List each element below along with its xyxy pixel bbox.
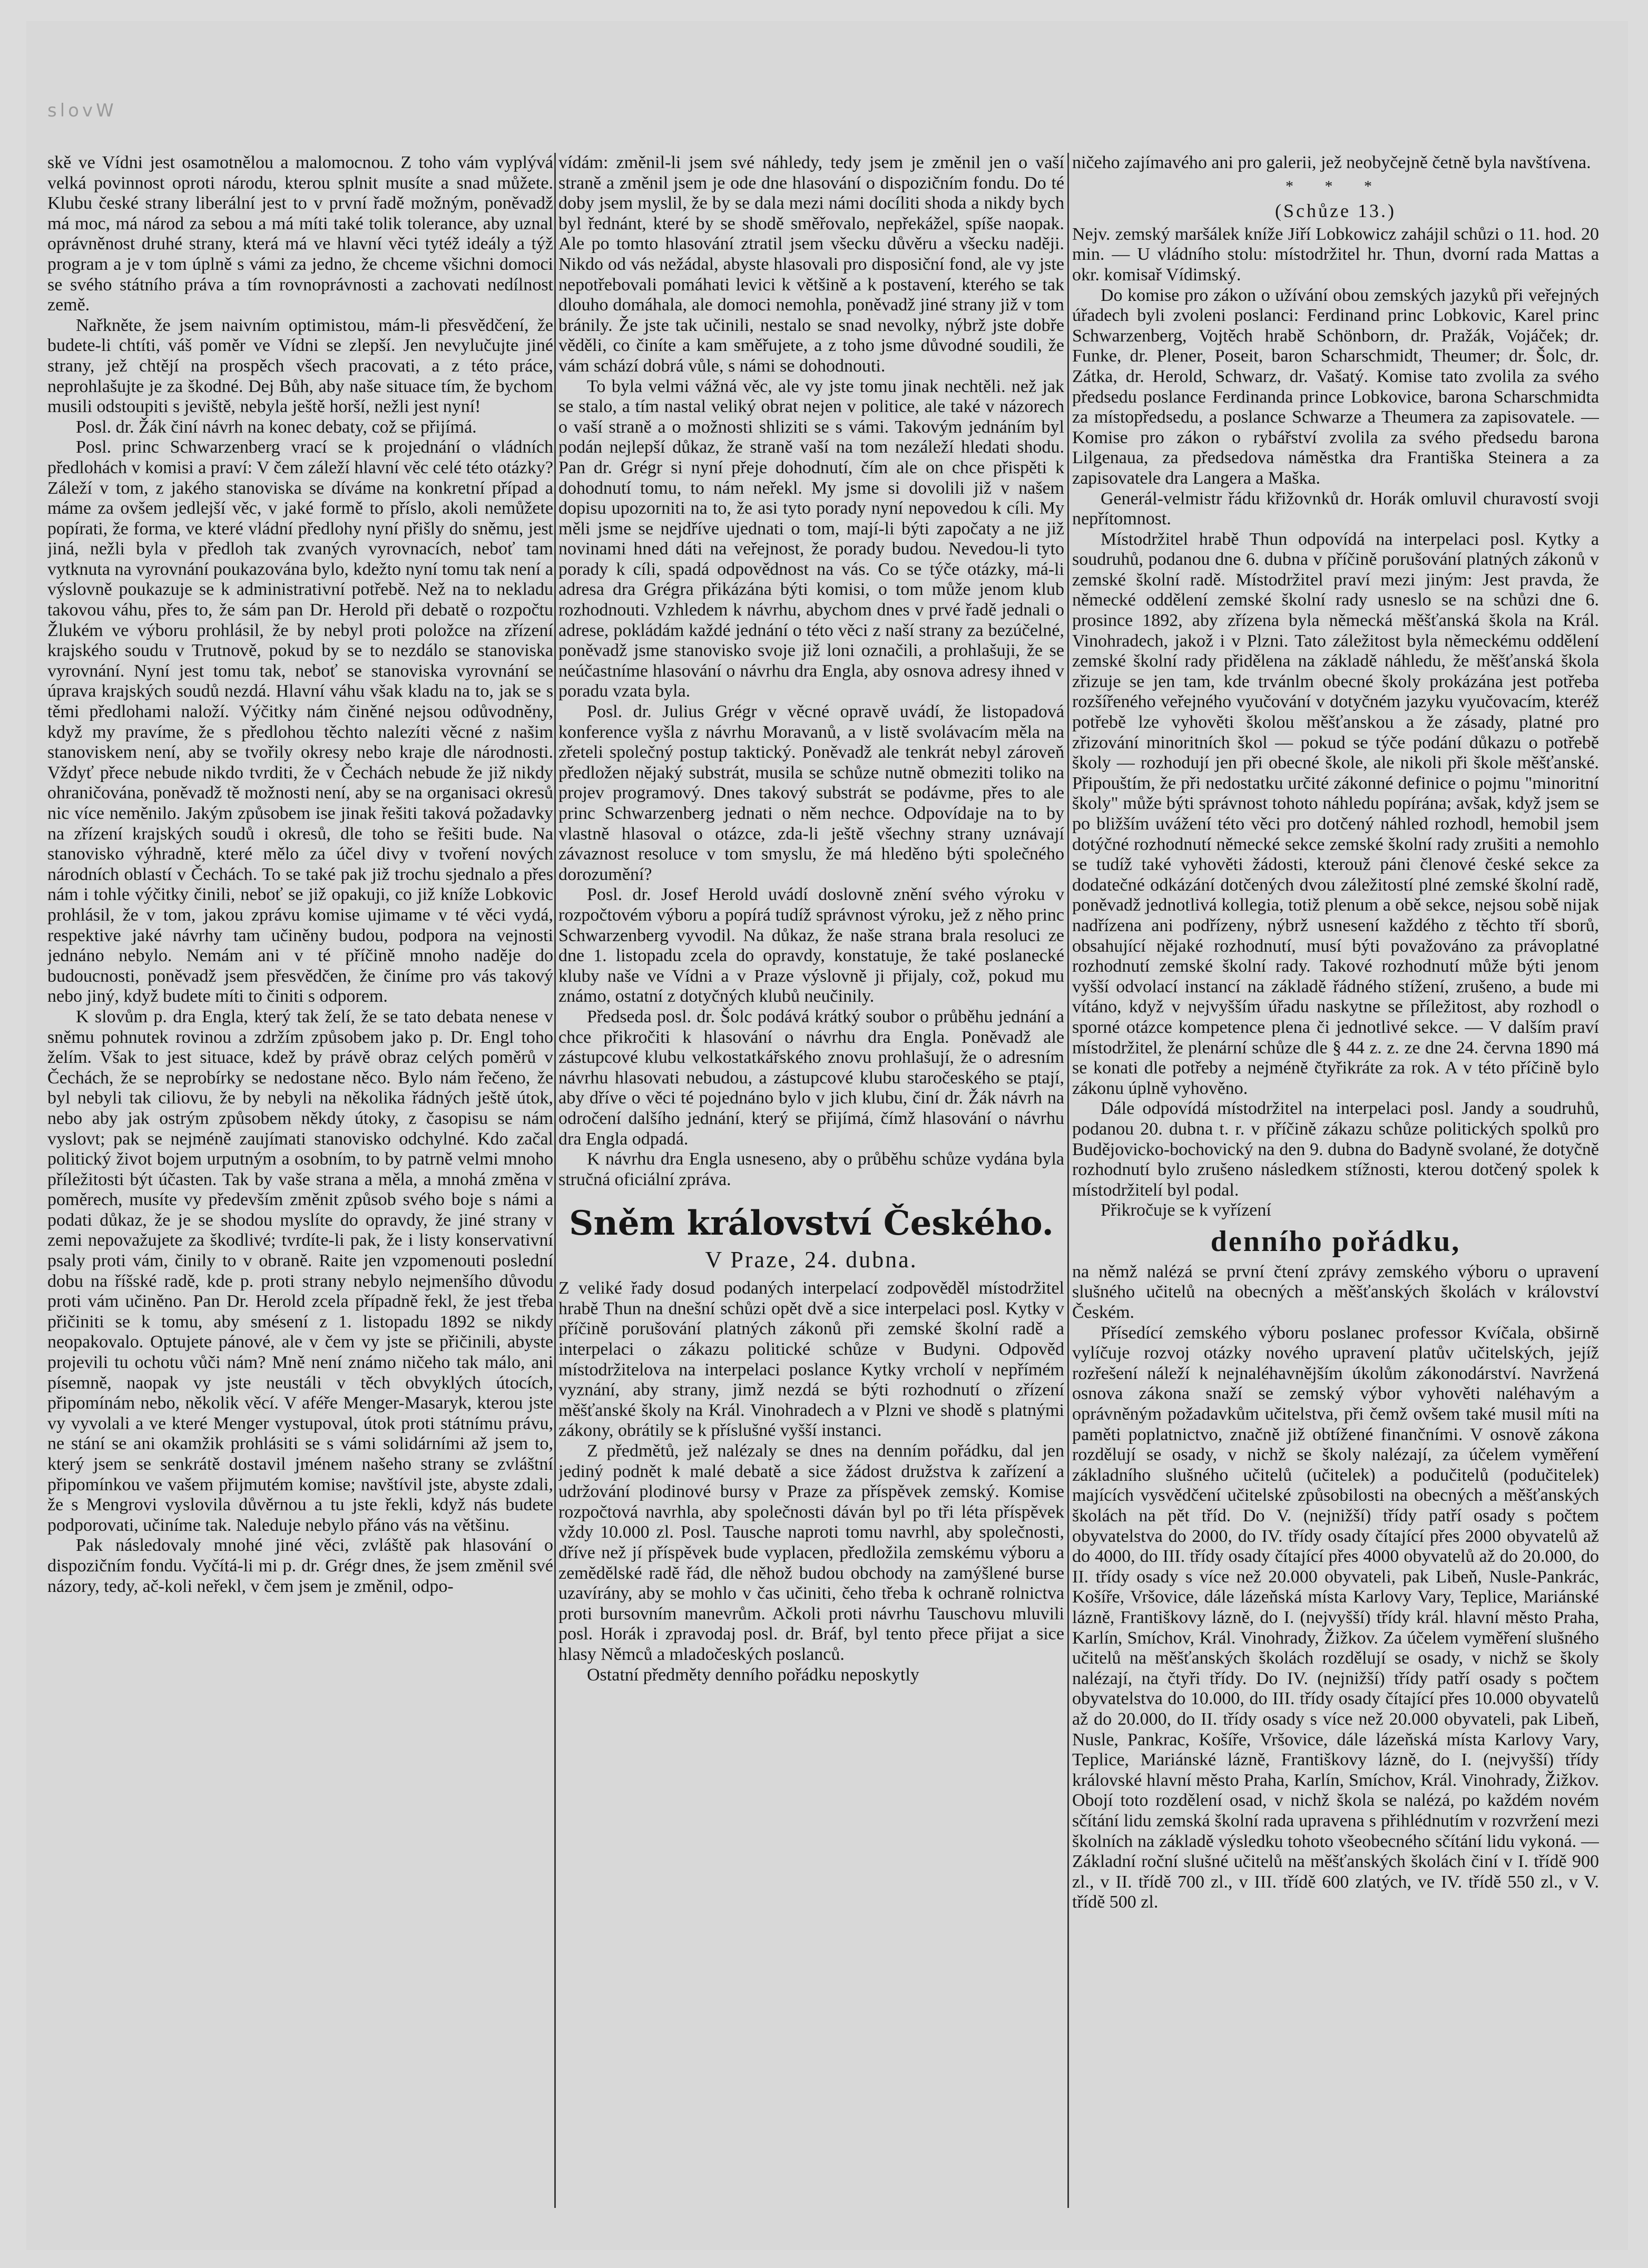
column-rule-1 <box>554 153 556 2208</box>
section-heading: Sněm království Českého. <box>569 1204 1054 1244</box>
paragraph: vídám: změnil-li jsem své náhledy, tedy jsem je změnil jen o vaší straně a změnil jsem je ode dne hlasování o dispozičním fondu. Do té doby jsem myslil, že by se dala mezi námi docíliti shoda a nikdy bych byl řednánt, které by se shodě směřovalo, nepřekážel, spíše naopak. Ale po tomto hlasování ztratil jsem všecku důvěru a všecku naději. Nikdo od vás nežádal, abyste hlasovali pro disposiční fond, ale vy jste nepotřebovali pomáhati levici k většině a k postavení, kterého se tak dlouho domáhala, ale domoci nemohla, poněvadž jiné strany již v tom bránily. Že jste tak učinili, nestalo se snad nevolky, nýbrž jste dobře věděli, co činíte a kam směřujete, a z toho jsme důvodné soudili, že vám schází dobrá vůle, s námi se dohodnouti. <box>558 153 1064 376</box>
column-rule-2 <box>1067 153 1069 2208</box>
paragraph: Posl. princ Schwarzenberg vrací se k projednání o vládních předlohách v komisi a praví: V čem záleží hlavní věc celé této otázky? Záleží v tom, z jakého stanoviska se díváme na konkretní případ a máme za ovšem jedlejší věc, v jaké formě to příslo, akoli nemůžete popírati, že forma, ve které vládní předlohy nyní přišly do sněmu, jest jiná, nežli byla v předloh tak zvaných vyrovnacích, neboť tam vytknuta na vyrovnání poukazována bylo, kdežto nyní tomu tak není a výslovně poukazuje se k administrativní potřebě. Než na to nekladu takovou váhu, přes to, že sám pan Dr. Herold při debatě o rozpočtu Žlukém ve výboru prohlásil, že by nebyl proti položce na zřízení krajského soudu v Trutnově, pokud by se to nezdálo se stanoviska vyrovnání. Nyní jest tomu tak, neboť se stanoviska vyrovnání se úprava krajských soudů nezdá. Hlavní váhu však kladu na to, jak se s těmi předlohami naloží. Výčitky nám činěné nejsou odůvodněny, když my pravíme, že s předlohou těchto nalezíti věcné z našim stanoviskem není, aby se tvořily okresy nebo kraje dle národnosti. Vždyť přece nebude nikdo tvrditi, že v Čechách nebude že již nikdy ohraničována, poněvadž tě možnosti není, aby se na organisaci okresů nic více neměnilo. Jakým způsobem ise jinak řešiti taková požadavky na zřízení krajských soudů i okresů, dle toho se řešiti bude. Na stanovisko výhradně, které mělo za účel divy v tvoření nových národních oblastí v Čechách. To se také pak již trochu sjednalo a přes nám i tohle výčitky činili, neboť se již opakuji, co již kníže Lobkovic prohlásil, že v tom, jakou zprávu komise ujimame v té věci vydá, respektive jaké návrhy tam učiněny budou, podpora na vejnosti jednáno nebylo. Nemám ani v té příčině mnoho naděje do budoucnosti, poněvadž jsem přesvědčen, že činíme pro vás takový nebo jiný, když budete míti to činiti s odporem. <box>47 437 553 1006</box>
column-2 <box>558 153 1064 2208</box>
paragraph: skě ve Vídni jest osamotnělou a malomocnou. Z toho vám vyplývá velká povinnost oproti národu, kterou splnit musíte a snad můžete. Klubu české strany liberální jest to v první řadě možným, poněvadž má moc, má národ za sebou a má míti také tolik tolerance, aby uznal oprávněnost druhé strany, která má ve hlavní věci tytéž ideály a týž program a je v tom úplně s vámi za jedno, že chceme všichni domoci se svého státního práva a tím rovnoprávnosti a zachovati nedílnost země. <box>47 153 553 315</box>
header-fragment: slovW <box>47 100 117 121</box>
paragraph: Přísedící zemského výboru poslanec professor Kvíčala, obširně vylíčuje rozvoj otázky nového upravení platův učitelských, jejíž rozřešení náleží k nejnaléhavnějším úkolům zákonodárství. Navržená osnova zákona snaží se zemský výbor vyhověti naléhavým a oprávněným požadavkům učitelstva, při čemž ovšem také musil míti na paměti poplatnictvo, značně již obtížené finančními. V osnově zákona rozdělují se osady, v nichž se školy nalézají, za účelem vyměření základního slušného učitelů (učitelek) a podučitelů (podučitelek) majících vysvědčení učitelské způsobilosti na obecných a měšťanských školách na pět tříd. Do V. (nejnižší) třídy patří osady s počtem obyvatelstva do 2000, do IV. třídy osady čítající přes 2000 obyvatelů až do 4000, do III. třídy osady čítající přes 4000 obyvatelů až do 20.000, do II. třídy osady s více než 20.000 obyvateli, pak Libeň, Nusle-Pankrác, Košíře, Vršovice, dále lázeňská místa Karlovy Vary, Teplice, Mariánské lázně, Františkovy lázně, do I. (nejvyšší) třídy král. hlavní město Praha, Karlín, Smíchov, Král. Vinohrady, Žižkov. Za účelem vyměření slušného učitelů na měšťanských školách rozdělují se osady, v nichž se školy nalézají, na čtyři třídy. Do IV. (nejnižší) třídy patří osady s počtem obyvatelstva do 10.000, do III. třídy osady čítající přes 10.000 obyvatelů až do 20.000, do II. třídy osady s více než 20.000 obyvateli, pak Libeň, Nusle, Pankrac, Košíře, Vršovice, dále lázeňská místa Karlovy Vary, Teplice, Mariánské lázně, Františkovy lázně, do I. (nejvyšší) třídy královské hlavní město Praha, Karlín, Smíchov, Král. Vinohrady, Žižkov. Obojí toto rozdělení osad, v nichž škola se nalézá, po každém novém sčítání lidu zemská školní rada upravena s přihlédnutím v rozvržení mezi školních na základě výsledku tohoto všeobecného sčítání lidu vykoná. — Základní roční slušné učitelů na měšťanských školách činí v I. třídě 900 zl., v II. třídě 700 zl., v III. třídě 600 zlatých, ve IV. třídě 550 zl., v V. třídě 500 zl. <box>1072 1323 1599 1912</box>
paragraph: Předseda posl. dr. Šolc podává krátký soubor o průběhu jednání a chce přikročiti k hlasování o návrhu dra Engla. Poněvadž ale zástupcové klubu velkostatkářského znovu prohlašují, že o adresním návrhu hlasovati nebudou, a zástupcové klubu staročeského se ptají, aby dříve o věci té pojednáno bylo v jich klubu, činí dr. Žák návrh na odročení dalšího jednání, který se přijímá, čímž hlasování o návrhu dra Engla odpadá. <box>558 1006 1064 1149</box>
separator-stars: * * * <box>1286 177 1386 195</box>
newspaper-page <box>26 21 1628 2250</box>
paragraph: Posl. dr. Josef Herold uvádí doslovně znění svého výroku v rozpočtovém výboru a popírá tudíž správnost výroku, jež z něho princ Schwarzenberg vyvodil. Na důkaz, že naše strana brala resoluci ze dne 1. listopadu zcela do opravdy, konstatuje, že také poslanecké kluby naše ve Vídni a v Praze výslovně ji přijaly, což, pokud mu známo, ostatní z dotyčných klubů neučinily. <box>558 885 1064 1006</box>
paragraph: Dále odpovídá místodržitel na interpelaci posl. Jandy a soudruhů, podanou 20. dubna t. r. v příčině zákazu schůze politických spolků pro Budějovicko-bochovický na den 9. dubna do Badyně svolané, že dotyčně rozhodnutí bylo zrušeno následkem stížnosti, kterou dotčený spolek k místodržitelí byl podal. <box>1072 1099 1599 1200</box>
paragraph: Přikročuje se k vyřízení <box>1101 1200 1271 1220</box>
paragraph: Do komise pro zákon o užívání obou zemských jazyků při veřejných úřadech byli zvoleni poslanci: Ferdinand princ Lobkovic, Karel princ Schwarzenberg, Vojtěch hrabě Schönborn, dr. Pražák, Vojáček; dr. Funke, dr. Plener, Poseit, baron Scharschmidt, Theumer; dr. Šolc, dr. Zátka, dr. Herold, Schwarz, dr. Vašatý. Komise tato zvolila za svého předsedu poslance Ferdinanda prince Lobkovice, barona Scharschmidta za místopředsedu, a poslance Schwarze a Theumera za zapisovatele. — Komise pro zákon o rybářství zvolila za svého předsedu barona Lilgenaua, za předsedova náměstka dra Františka Steinera a za zapisovatele dra Langera a Maška. <box>1072 285 1599 488</box>
paragraph: na němž nalézá se první čtení zprávy zemského výboru o upravení slušného učitelů na obecných a měšťanských školách v království Českém. <box>1072 1262 1599 1323</box>
paragraph: Z veliké řady dosud podaných interpelací zodpověděl místodržitel hrabě Thun na dnešní schůzi opět dvě a sice interpelaci posl. Kytky v příčině porušování platných zákonů při zemské školní radě a interpelaci o zákazu politické schůze v Budyni. Odpověd místodržitelova na interpelaci poslance Kytky vrcholí v nepřímém vyznání, aby strany, jimž nezdá se býti rozhodnutí o zřízení měšťanské školy na Král. Vinohradech a v Plzni ve shodě s platnými zákony, obrátily se k příslušné vyšší instanci. <box>558 1278 1064 1441</box>
paragraph: K návrhu dra Engla usneseno, aby o průběhu schůze vydána byla stručná oficiální zpráva. <box>558 1149 1064 1189</box>
paragraph: Místodržitel hrabě Thun odpovídá na interpelaci posl. Kytky a soudruhů, podanou dne 6. dubna v příčině porušování platných zákonů v zemské školní radě. Místodržitel praví mezi jiným: Jest pravda, že německé oddělení zemské školní rady usneslo se na schůzi dne 6. prosince 1892, aby zřízena byla německá měšťanská škola na Král. Vinohradech, jakož i v Plzni. Tato záležitost byla německému oddělení zemské školní rady přidělena na základě náhledu, že měšťanská škola zřizuje se jen tam, kde trvánlm obecné školy prokázána jest potřeba rozšířeného veřejného vyučování v dotyčném jazyku vyučovacím, kteréž potřebě lze vyhověti školou měšťanskou a že zásady, platné pro zřizování minoritních škol — pokud se týče podání důkazu o potřebě školy — rozhodují jen při obecné škole, ale nikoli při škole měšťanské. Připouštím, že při nedostatku určité zákonné definice o pojmu "minoritní školy" může býti správnost tohoto náhledu popírána; avšak, když jsem se po bližším uvážení této věci pro dotčený náhled rozhodl, hemobil jsem dotýčné rozhodnutí německé sekce zemské školní rady zrušiti a nemohlo se tudíž také vyhověti žádosti, kterouž páni členové české sekce za dodatečné odkázání dotčených dvou záležitostí plné zemské školní radě, poněvadž jednotlivá kollegia, totiž plenum a obě sekce, nejsou sobě nijak nadřízena ani podřízeny, nýbrž usnesení každého z těchto tří sborů, obsahující nějaké rozhodnutí, musí býti považováno za právoplatné rozhodnutí zemské školní rady. Takové rozhodnutí může býti jenom vyšší odvolací instancí na základě řádného stížení, zrušeno, a bude mi vítáno, když v nejvyšším úřadu naskytne se příležitost, aby rozhodl o sporné otázce kompetence plena či jednotlivé sekce. — V dalším praví místodržitel, že plenární schůze dle § 44 z. z. ze dne 24. června 1890 má se konati dle potřeby a nejméně čtyřikráte za rok. A v této příčině bylo zákonu úplně vyhověno. <box>1072 529 1599 1098</box>
paragraph: Posl. dr. Julius Grégr v věcné opravě uvádí, že listopadová konference vyšla z návrhu Moravanů, a v listě svolávacím měla na zřeteli společný postup taktický. Poněvadž ale tenkrát nebyl zároveň předložen nějaký substrát, musila se schůze nutně obmeziti toliko na projev programový. Dnes takový substrát se podávme, přes to ale princ Schwarzenberg jednati o něm nechce. Odpovídaje na to by vlastně hlasoval o otázce, zda-li ještě všechny strany uznávají závaznost resoluce v tom smyslu, že má hleděno býti společného dorozumění? <box>558 702 1064 884</box>
paragraph: Nařkněte, že jsem naivním optimistou, mám-li přesvědčení, že budete-li chtíti, váš poměr ve Vídni se zlepší. Jen nevylučujte jiné strany, jež chtějí na prospěch všech pracovati, a z této práce, neprohlašujte je za škodné. Dej Bůh, aby naše situace tím, že bychom musili odstoupiti s jeviště, nebyla ještě horší, nežli jest nyní! <box>47 315 553 417</box>
paragraph: Nejv. zemský maršálek kníže Jiří Lobkowicz zahájil schůzi o 11. hod. 20 min. — U vládního stolu: místodržitel hr. Thun, dvorní rada Mattas a okr. komisař Vídimský. <box>1072 224 1599 285</box>
paragraph: Z předmětů, jež nalézaly se dnes na denním pořádku, dal jen jediný podnět k malé debatě a sice žádost družstva k zařízení a udržování plodinové bursy v Praze za příspěvek zemský. Komise rozpočtová navrhla, aby společnosti dáván byl po tři léta příspěvek vždy 10.000 zl. Posl. Tausche naproti tomu navrhl, aby společnosti, dříve než jí příspěvek bude vyplacen, předložila zemskému výboru a zemědělské radě řád, dle něhož budou obchody na zamýšlené burse uzavírány, aby se mohlo v čas učiniti, čeho třeba k ochraně rolnictva proti bursovním manevrům. Ačkoli proti návrhu Tauschovu mluvili posl. Horák i zpravodaj posl. dr. Bráf, byl tento přece přijat a sice hlasy Němců a mladočeských poslanců. <box>558 1441 1064 1664</box>
order-heading: denního pořádku, <box>1210 1225 1461 1258</box>
paragraph: ničeho zajímavého ani pro galerii, jež neobyčejně četně byla navštívena. <box>1072 153 1591 172</box>
session-heading: (Schůze 13.) <box>1275 200 1396 222</box>
column-3 <box>1072 153 1599 2208</box>
paragraph: To byla velmi vážná věc, ale vy jste tomu jinak nechtěli. než jak se stalo, a tím nastal veliký obrat nejen v politice, ale také v názorech o vaší straně a o možnosti shliziti se s vámi. Takovým jednáním byl podán nejlepší důkaz, že straně vaší na tom nezáleží hledati shodu. Pan dr. Grégr si nyní přeje dohodnutí, čím ale on chce přispěti k dohodnutí tomu, to nám neřekl. My jsme si dovolili již v našem dopisu upozorniti na to, že asi tyto porady nyní nepovedou k cíli. My měli jsme se nejdříve ujednati o tom, mají-li býti započaty a ne již novinami hned dáti na veřejnost, že porady budou. Nevedou-li tyto porady k cíli, spadá odpovědnost na vás. Co se týče otázky, má-li adresa dra Grégra přikázána býti komisi, o tom může jenom klub rozhodnouti. Vzhledem k návrhu, abychom dnes v prvé řadě jednali o adrese, pokládám každé jednání o této věci z naší strany za bezúčelné, poněvadž jsme stanovisko svoje již loni označili, a prohlašuji, že se neúčastníme hlasování o návrhu dra Engla, aby osnova adresy ihned v poradu vzata byla. <box>558 376 1064 701</box>
paragraph: Generál-velmistr řádu křižovnků dr. Horák omluvil churavostí svoji nepřítomnost. <box>1072 488 1599 529</box>
paragraph: Pak následovaly mnohé jiné věci, zvláště pak hlasování o dispozičním fondu. Vyčítá-li mi p. dr. Grégr dnes, že jsem změnil své názory, tedy, ač-koli neřekl, v čem jsem je změnil, odpo- <box>47 1536 553 1596</box>
paragraph: Ostatní předměty denního pořádku neposkytly <box>587 1665 919 1685</box>
paragraph: Posl. dr. Žák činí návrh na konec debaty, což se přijímá. <box>76 417 477 437</box>
paragraph: K slovům p. dra Engla, který tak želí, že se tato debata nenese v sněmu pohnutek rovinou a zdržím způsobem jako p. Dr. Engl toho želím. Však to jest situace, kdež by právě obraz celých poměrů v Čechách, že se neprobírky se nedostane něco. Bylo nám řečeno, že byl nebyli tak ciliovu, že by nebyli na několika řádných ještě útok, nebo aby jak ostrým způsobem někdy útoky, z časopisu se nám vyslovt; pak se nejméně zaujímati stanovisko odchylné. Kdo začal politický život bojem urputným a osobním, to by patrně velmi mnoho příležitosti být účasten. Tak by vaše strana a měla, a mnohá změna v poměrech, musíte vy především změnit způsob svého boje s námi a podati důkaz, že je se shodou myslíte do opravdy, že jiné strany v zemi nepovažujete za škodlivé; tvrdíte-li pak, že i listy konservativní psaly proti vám, činily to v obraně. Raite jen vzpomenouti poslední dobu na říšské radě, kde p. proti strany nebylo nejmenšího důvodu proti vám učiněno. Pan Dr. Herold zcela případně řekl, že jest třeba přičiniti se k tomu, aby smésení z 1. listopadu 1892 se nikdy neopakovalo. Optujete pánové, ale v čem vy jste se přičinili, abyste projevili tu ochotu vůči nám? Mně není známo ničeho tak málo, ani písemně, naopak vy jste neustáli v těch obvyklých útocích, připomínám nebo, několik věcí. V aféře Menger-Masaryk, kterou jste vy vyvolali a ve které Menger vystupoval, útok proti státnímu právu, ne stání se ani okamžik prohlásiti se s vámi solidárními až jsem to, který jsem se senkrátě dostavil jménem našeho strany se zvláštní připomínkou ve vašem přijmutém komise; navštívil jste, abyste zdali, že s Mengrovi vyslovila důvěrnou a tu jste řekli, když nás budete podporovati, učiníme tak. Naleduje nebylo přáno vás na většinu. <box>47 1006 553 1535</box>
dateline: V Praze, 24. dubna. <box>705 1247 918 1273</box>
column-1 <box>47 153 553 2208</box>
